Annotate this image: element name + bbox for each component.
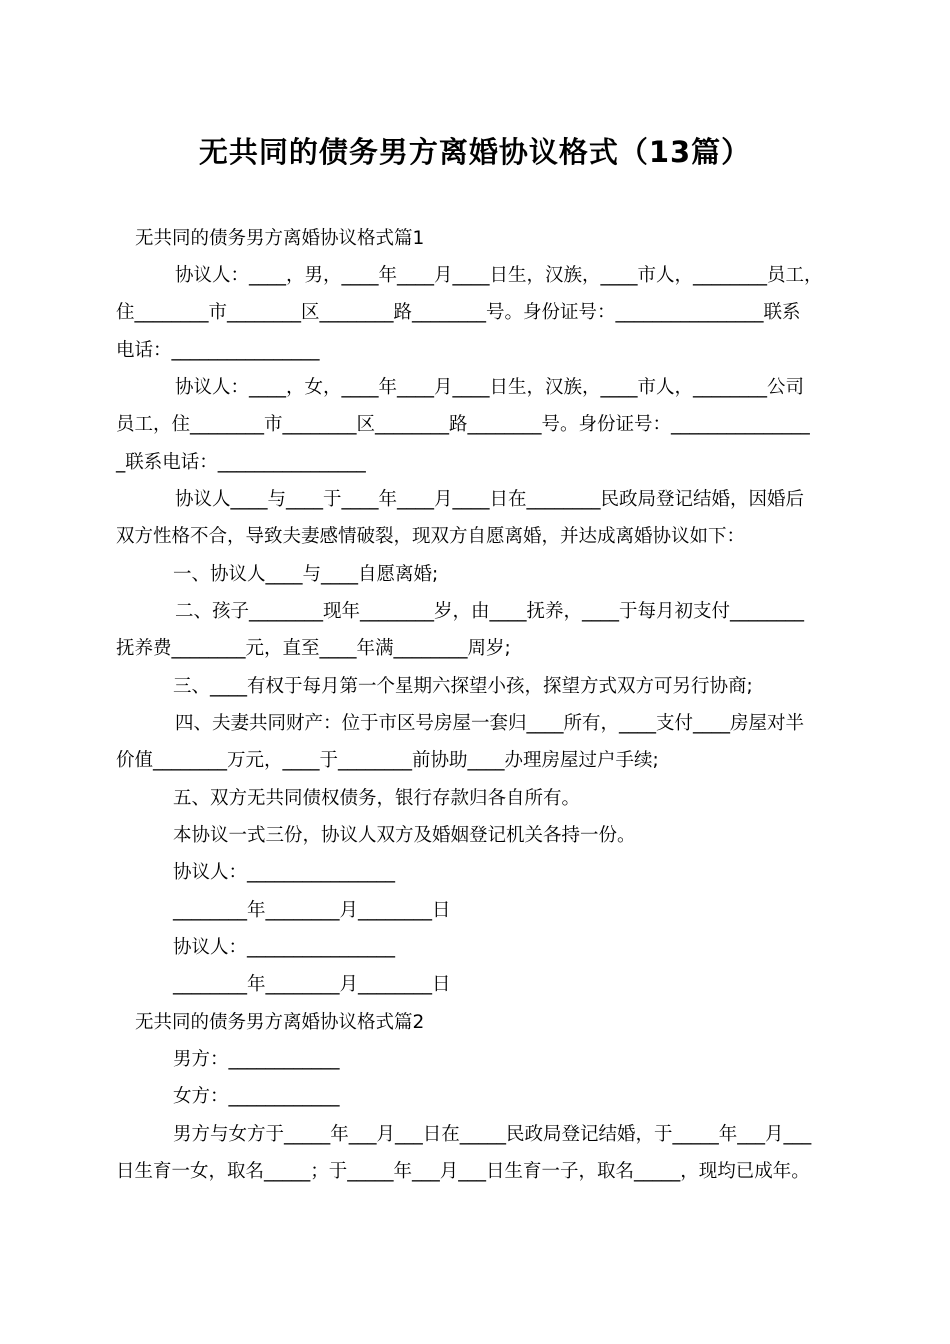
clause-2-line-2: 抚养费________元，直至____年满________周岁; [116,638,511,659]
intro-line-1: 协议人____与____于____年____月____日在________民政局登记结婚，因婚后 [175,489,805,510]
marriage-line-1: 男方与女方于_____年___月___日在_____民政局登记结婚，于_____年___月___ [173,1124,812,1145]
party2-line-3: _联系电话：________________ [116,452,366,473]
party2-line-2: 员工，住________市________区________路________号。身份证号：_______________ [116,414,810,435]
section-heading-1: 无共同的债务男方离婚协议格式篇1 [135,228,425,249]
party2-line-1: 协议人：____，女，____年____月____日生，汉族，____市人，________公司 [175,377,805,398]
female-party: 女方：____________ [173,1086,340,1107]
clause-4-line-2: 价值________万元，____于________前协助____办理房屋过户手续; [116,750,659,771]
clause-4-line-1: 四、夫妻共同财产：位于市区号房屋一套归____所有，____支付____房屋对半 [175,713,805,734]
marriage-line-2: 日生育一女，取名_____；于_____年___月___日生育一子，取名_____，现均已成年。 [116,1161,810,1182]
section-heading-2: 无共同的债务男方离婚协议格式篇2 [135,1012,425,1033]
party1-line-1: 协议人：____，男，____年____月____日生，汉族，____市人，________员工， [175,265,823,286]
male-party: 男方：____________ [173,1049,340,1070]
party1-line-2: 住________市________区________路________号。身份证号：________________联系 [116,302,801,323]
signature-date-2: ________年________月________日 [173,974,451,995]
clause-3: 三、____有权于每月第一个星期六探望小孩，探望方式双方可另行协商; [173,676,753,697]
clause-1: 一、协议人____与____自愿离婚; [173,564,439,585]
clause-5: 五、双方无共同债权债务，银行存款归各自所有。 [173,788,581,809]
clause-2-line-1: 二、孩子________现年________岁，由____抚养，____于每月初支付________ [175,601,805,622]
signature-party-2: 协议人：________________ [173,937,396,958]
copies-note: 本协议一式三份，协议人双方及婚姻登记机关各持一份。 [173,825,636,846]
document-title: 无共同的债务男方离婚协议格式（13篇） [198,135,752,169]
intro-line-2: 双方性格不合，导致夫妻感情破裂，现双方自愿离婚，并达成离婚协议如下： [116,526,746,547]
signature-party-1: 协议人：________________ [173,862,396,883]
signature-date-1: ________年________月________日 [173,900,451,921]
party1-line-3: 电话：________________ [116,340,320,361]
